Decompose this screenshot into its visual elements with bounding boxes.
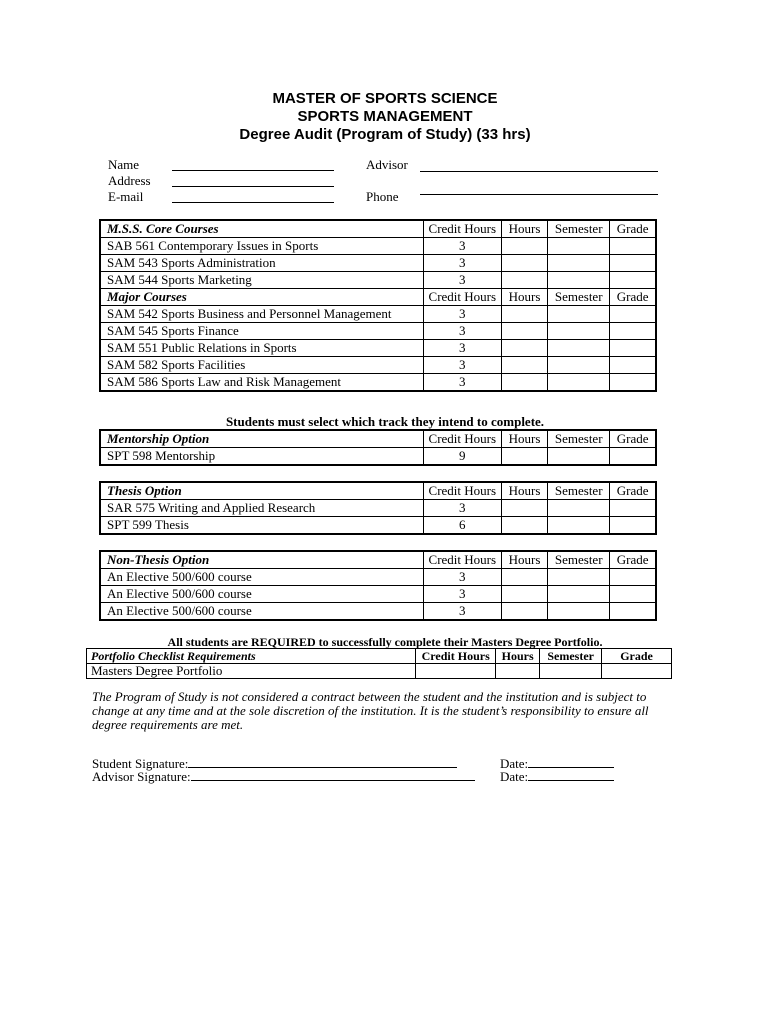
course-name: SAM 545 Sports Finance — [100, 323, 423, 340]
major-header-row — [100, 289, 656, 306]
col-semester: Semester — [548, 551, 610, 569]
grade-cell[interactable] — [610, 238, 656, 255]
course-name: SPT 598 Mentorship — [100, 448, 423, 466]
advisor-signature-field[interactable] — [191, 769, 475, 781]
col-hours: Hours — [501, 430, 547, 448]
table-row — [100, 306, 656, 323]
student-signature-label: Student Signature: — [92, 756, 189, 771]
student-date-label: Date: — [500, 756, 529, 771]
thesis-heading: Thesis Option — [100, 482, 423, 500]
non-thesis-table — [99, 550, 657, 621]
hours-cell[interactable] — [501, 569, 547, 586]
hours-cell[interactable] — [501, 603, 547, 621]
major-heading: Major Courses — [100, 289, 423, 306]
title-line-2: SPORTS MANAGEMENT — [297, 108, 473, 125]
col-credit-hours: Credit Hours — [423, 551, 501, 569]
col-grade: Grade — [610, 430, 656, 448]
grade-cell[interactable] — [610, 340, 656, 357]
course-name: SAM 542 Sports Business and Personnel Management — [100, 306, 423, 323]
grade-cell[interactable] — [602, 664, 672, 679]
col-semester: Semester — [540, 649, 602, 664]
thesis-table — [99, 481, 657, 535]
table-row — [100, 569, 656, 586]
mentorship-heading: Mentorship Option — [100, 430, 423, 448]
portfolio-note: All students are REQUIRED to successfully complete their Masters Degree Portfolio. — [167, 635, 603, 649]
hours-cell[interactable] — [501, 374, 547, 392]
semester-cell[interactable] — [548, 517, 610, 535]
course-name: An Elective 500/600 course — [100, 586, 423, 603]
address-field[interactable] — [172, 186, 334, 187]
portfolio-table — [86, 648, 672, 679]
grade-cell[interactable] — [610, 306, 656, 323]
table-row — [100, 517, 656, 535]
credit-cell[interactable] — [416, 664, 496, 679]
table-row — [100, 272, 656, 289]
col-semester: Semester — [548, 220, 610, 238]
col-hours: Hours — [501, 551, 547, 569]
portfolio-heading: Portfolio Checklist Requirements — [87, 649, 416, 664]
hours-cell[interactable] — [501, 448, 547, 466]
semester-cell[interactable] — [548, 323, 610, 340]
advisor-label: Advisor — [366, 157, 408, 172]
table-row — [100, 340, 656, 357]
grade-cell[interactable] — [610, 357, 656, 374]
table-row — [100, 586, 656, 603]
course-credits: 3 — [423, 586, 501, 603]
table-row — [100, 603, 656, 621]
col-hours: Hours — [496, 649, 540, 664]
course-credits: 3 — [423, 374, 501, 392]
semester-cell[interactable] — [540, 664, 602, 679]
advisor-signature-row — [92, 769, 475, 784]
table-row — [100, 238, 656, 255]
grade-cell[interactable] — [610, 255, 656, 272]
semester-cell[interactable] — [548, 569, 610, 586]
student-date-field[interactable] — [528, 756, 614, 768]
col-semester: Semester — [548, 430, 610, 448]
course-name: SAR 575 Writing and Applied Research — [100, 500, 423, 517]
course-credits: 6 — [423, 517, 501, 535]
advisor-date-field[interactable] — [528, 769, 614, 781]
course-name: SAM 551 Public Relations in Sports — [100, 340, 423, 357]
disclaimer-text: The Program of Study is not considered a contract between the student and the institution and is subject to change at any time and at the sole discretion of the institution. It is the student’s responsibility to ensure all degree requirements are met. — [92, 689, 649, 732]
course-credits: 3 — [423, 238, 501, 255]
course-credits: 3 — [423, 569, 501, 586]
hours-cell[interactable] — [501, 306, 547, 323]
course-name: SAB 561 Contemporary Issues in Sports — [100, 238, 423, 255]
hours-cell[interactable] — [501, 500, 547, 517]
course-name: SAM 586 Sports Law and Risk Management — [100, 374, 423, 392]
mentorship-header-row — [100, 430, 656, 448]
col-semester: Semester — [548, 289, 610, 306]
advisor-date-row — [500, 769, 614, 784]
semester-cell[interactable] — [548, 586, 610, 603]
phone-field[interactable] — [420, 194, 658, 195]
grade-cell[interactable] — [610, 500, 656, 517]
col-semester: Semester — [548, 482, 610, 500]
address-label: Address — [108, 173, 151, 188]
semester-cell[interactable] — [548, 374, 610, 392]
table-row — [100, 374, 656, 392]
portfolio-header-row — [87, 649, 672, 664]
core-header-row — [100, 220, 656, 238]
semester-cell[interactable] — [548, 500, 610, 517]
non-thesis-heading: Non-Thesis Option — [100, 551, 423, 569]
grade-cell[interactable] — [610, 374, 656, 392]
hours-cell[interactable] — [501, 586, 547, 603]
hours-cell[interactable] — [496, 664, 540, 679]
hours-cell[interactable] — [501, 238, 547, 255]
course-name: An Elective 500/600 course — [100, 603, 423, 621]
course-credits: 3 — [423, 500, 501, 517]
table-row — [100, 323, 656, 340]
hours-cell[interactable] — [501, 323, 547, 340]
col-credit-hours: Credit Hours — [423, 482, 501, 500]
course-credits: 9 — [423, 448, 501, 466]
course-name: SAM 544 Sports Marketing — [100, 272, 423, 289]
course-credits: 3 — [423, 255, 501, 272]
hours-cell[interactable] — [501, 517, 547, 535]
hours-cell[interactable] — [501, 357, 547, 374]
course-credits: 3 — [423, 340, 501, 357]
track-note: Students must select which track they intend to complete. — [225, 414, 545, 429]
col-credit-hours: Credit Hours — [423, 430, 501, 448]
course-credits: 3 — [423, 306, 501, 323]
thesis-header-row — [100, 482, 656, 500]
course-credits: 3 — [423, 603, 501, 621]
col-credit-hours: Credit Hours — [423, 289, 501, 306]
advisor-date-label: Date: — [500, 769, 529, 784]
col-credit-hours: Credit Hours — [416, 649, 496, 664]
core-heading: M.S.S. Core Courses — [100, 220, 423, 238]
title-line-3: Degree Audit (Program of Study) (33 hrs) — [239, 126, 531, 143]
name-field[interactable] — [172, 170, 334, 171]
semester-cell[interactable] — [548, 272, 610, 289]
col-grade: Grade — [610, 551, 656, 569]
col-credit-hours: Credit Hours — [423, 220, 501, 238]
col-grade: Grade — [610, 289, 656, 306]
grade-cell[interactable] — [610, 323, 656, 340]
name-label: Name — [108, 157, 140, 172]
email-field[interactable] — [172, 202, 334, 203]
course-credits: 3 — [423, 357, 501, 374]
hours-cell[interactable] — [501, 272, 547, 289]
semester-cell[interactable] — [548, 448, 610, 466]
table-row — [100, 500, 656, 517]
course-name: An Elective 500/600 course — [100, 569, 423, 586]
table-row — [87, 664, 672, 679]
hours-cell[interactable] — [501, 340, 547, 357]
grade-cell[interactable] — [610, 603, 656, 621]
hours-cell[interactable] — [501, 255, 547, 272]
semester-cell[interactable] — [548, 603, 610, 621]
col-hours: Hours — [501, 289, 547, 306]
phone-label: Phone — [366, 189, 399, 204]
advisor-signature-label: Advisor Signature: — [92, 769, 191, 784]
course-name: SPT 599 Thesis — [100, 517, 423, 535]
grade-cell[interactable] — [610, 272, 656, 289]
course-credits: 3 — [423, 272, 501, 289]
semester-cell[interactable] — [548, 357, 610, 374]
semester-cell[interactable] — [548, 340, 610, 357]
email-label: E-mail — [108, 189, 144, 204]
semester-cell[interactable] — [548, 255, 610, 272]
core-major-table — [99, 219, 657, 392]
col-hours: Hours — [501, 220, 547, 238]
course-name: SAM 543 Sports Administration — [100, 255, 423, 272]
col-grade: Grade — [610, 220, 656, 238]
table-row — [100, 357, 656, 374]
grade-cell[interactable] — [610, 586, 656, 603]
course-name: SAM 582 Sports Facilities — [100, 357, 423, 374]
col-grade: Grade — [602, 649, 672, 664]
col-grade: Grade — [610, 482, 656, 500]
advisor-field[interactable] — [420, 171, 658, 172]
non-thesis-header-row — [100, 551, 656, 569]
student-signature-field[interactable] — [188, 756, 457, 768]
semester-cell[interactable] — [548, 306, 610, 323]
table-row — [100, 255, 656, 272]
semester-cell[interactable] — [548, 238, 610, 255]
portfolio-item: Masters Degree Portfolio — [87, 664, 416, 679]
grade-cell[interactable] — [610, 448, 656, 466]
grade-cell[interactable] — [610, 517, 656, 535]
table-row — [100, 448, 656, 466]
mentorship-table — [99, 429, 657, 466]
grade-cell[interactable] — [610, 569, 656, 586]
col-hours: Hours — [501, 482, 547, 500]
title-line-1: MASTER OF SPORTS SCIENCE — [272, 90, 498, 107]
course-credits: 3 — [423, 323, 501, 340]
